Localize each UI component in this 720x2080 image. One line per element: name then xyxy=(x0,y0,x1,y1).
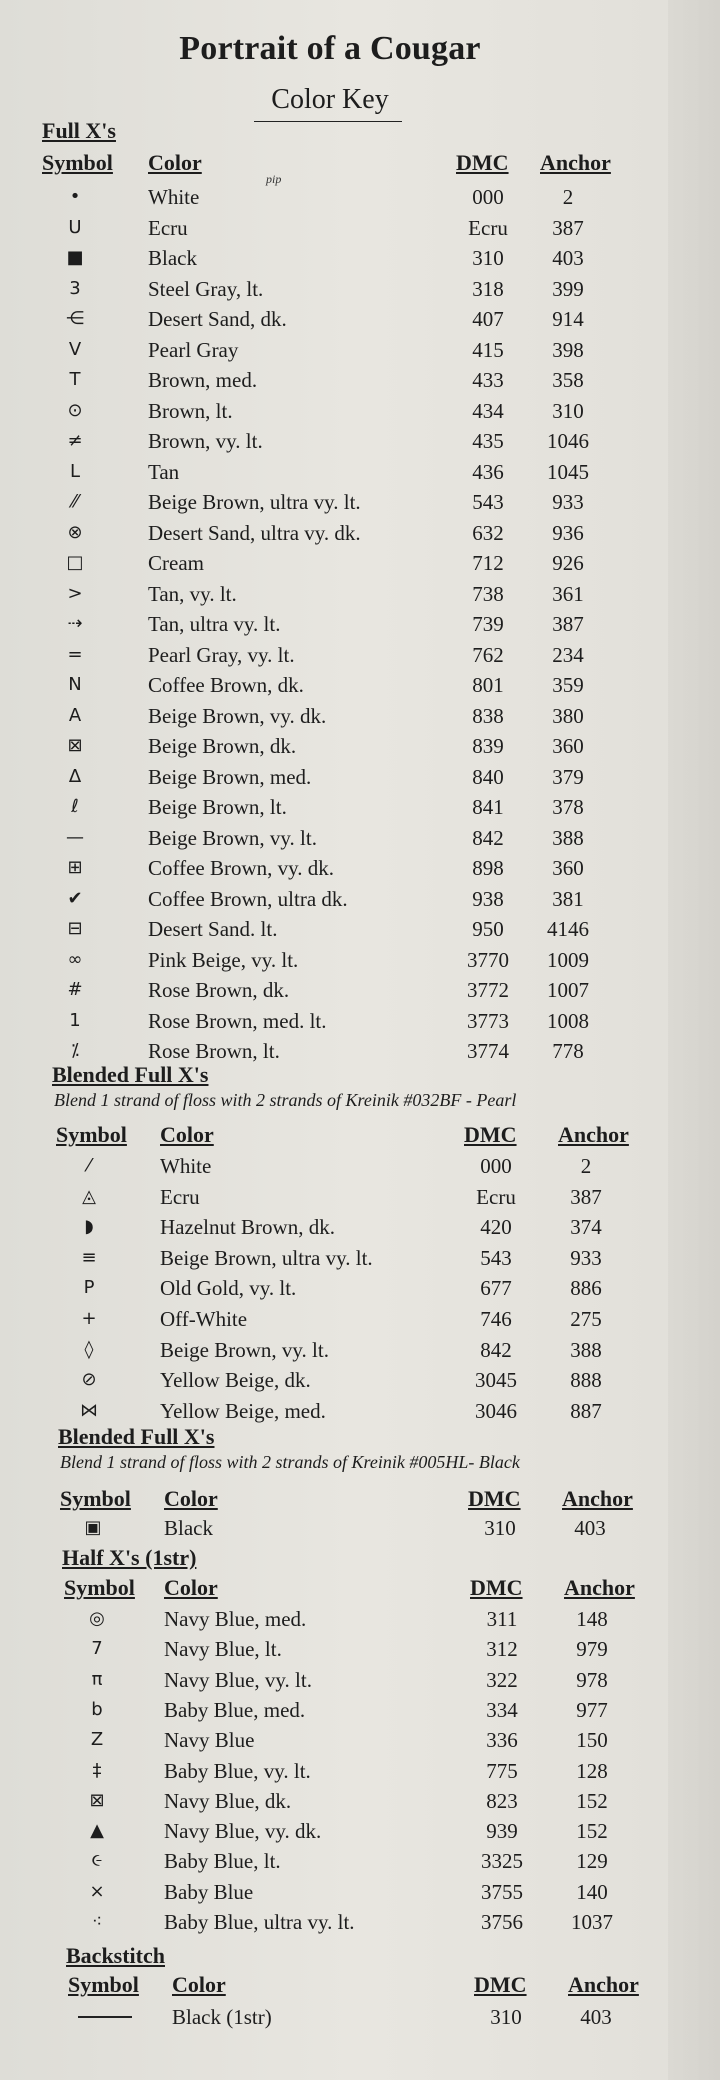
dmc-number: 775 xyxy=(486,1759,518,1783)
key-row xyxy=(0,487,700,517)
anchor-number: 129 xyxy=(576,1849,608,1873)
anchor-number: 933 xyxy=(570,1246,602,1270)
key-row xyxy=(0,670,700,700)
color-name: Hazelnut Brown, dk. xyxy=(160,1215,335,1239)
stitch-symbol-icon: # xyxy=(67,979,83,1000)
anchor-number: 933 xyxy=(552,490,584,514)
dmc-number: 420 xyxy=(480,1215,512,1239)
stitch-symbol-icon: ⊞ xyxy=(67,857,83,878)
color-name: Baby Blue, vy. lt. xyxy=(164,1759,311,1783)
stitch-symbol-icon: = xyxy=(67,644,83,665)
dmc-number: 310 xyxy=(472,246,504,270)
key-row xyxy=(0,1725,700,1755)
anchor-number: 778 xyxy=(552,1039,584,1063)
anchor-number: 4146 xyxy=(547,917,589,941)
color-column-header: Color xyxy=(148,150,202,175)
dmc-number: 839 xyxy=(472,734,504,758)
stitch-symbol-icon: 3 xyxy=(69,278,81,299)
color-name: Brown, lt. xyxy=(148,399,233,423)
stitch-symbol-icon: π xyxy=(91,1669,103,1690)
color-name: Navy Blue, lt. xyxy=(164,1637,282,1661)
dmc-column-header: DMC xyxy=(470,1575,523,1600)
color-name: Baby Blue xyxy=(164,1880,254,1904)
color-name: White xyxy=(160,1154,212,1178)
stitch-symbol-icon: P xyxy=(83,1277,95,1298)
anchor-number: 387 xyxy=(552,612,584,636)
anchor-number: 1046 xyxy=(547,429,589,453)
key-row xyxy=(0,335,700,365)
dmc-number: 3755 xyxy=(481,1880,523,1904)
key-row xyxy=(0,1513,700,1543)
dmc-number: 433 xyxy=(472,368,504,392)
stitch-symbol-icon: ■ xyxy=(66,247,84,268)
color-name: Beige Brown, med. xyxy=(148,765,312,789)
anchor-number: 926 xyxy=(552,551,584,575)
color-column-header: Color xyxy=(160,1122,214,1147)
key-row xyxy=(0,1006,700,1036)
dmc-column-header: DMC xyxy=(468,1486,521,1511)
key-row xyxy=(0,1273,700,1303)
color-name: Baby Blue, ultra vy. lt. xyxy=(164,1910,355,1934)
stitch-symbol-icon: ▲ xyxy=(90,1820,104,1841)
anchor-column-header: Anchor xyxy=(558,1122,629,1147)
anchor-number: 381 xyxy=(552,887,584,911)
anchor-column-header: Anchor xyxy=(564,1575,635,1600)
dmc-number: 415 xyxy=(472,338,504,362)
anchor-number: 388 xyxy=(552,826,584,850)
stitch-symbol-icon: ⇢ xyxy=(67,613,83,634)
color-name: Baby Blue, med. xyxy=(164,1698,306,1722)
stitch-symbol-icon: T xyxy=(69,369,81,390)
anchor-number: 152 xyxy=(576,1789,608,1813)
stitch-symbol-icon: Z xyxy=(90,1729,104,1750)
stitch-symbol-icon: ⊠ xyxy=(89,1790,105,1811)
dmc-number: 311 xyxy=(486,1607,518,1631)
key-row xyxy=(0,914,700,944)
dmc-number: 3774 xyxy=(467,1039,509,1063)
color-name: Navy Blue, dk. xyxy=(164,1789,292,1813)
stitch-symbol-icon: U xyxy=(68,217,82,238)
key-row xyxy=(0,1756,700,1786)
color-name: Brown, vy. lt. xyxy=(148,429,263,453)
section-note: Blend 1 strand of floss with 2 strands of Kreinik #005HL- Black xyxy=(60,1452,520,1472)
anchor-number: 150 xyxy=(576,1728,608,1752)
key-row xyxy=(0,731,700,761)
key-row xyxy=(0,884,700,914)
anchor-number: 387 xyxy=(570,1185,602,1209)
dmc-number: 312 xyxy=(486,1637,518,1661)
page-subtitle: Color Key xyxy=(271,84,389,115)
section-heading: Blended Full X's xyxy=(58,1424,215,1449)
dmc-number: 746 xyxy=(480,1307,512,1331)
key-row xyxy=(0,243,700,273)
stitch-symbol-icon: ⋲ xyxy=(66,308,84,329)
dmc-number: 950 xyxy=(472,917,504,941)
key-row xyxy=(0,1907,700,1937)
color-name: Ecru xyxy=(148,216,188,240)
color-name: Beige Brown, ultra vy. lt. xyxy=(148,490,361,514)
dmc-number: 310 xyxy=(484,1516,516,1540)
color-name: Navy Blue, med. xyxy=(164,1607,307,1631)
stitch-symbol-icon: ◬ xyxy=(82,1186,96,1207)
key-row xyxy=(0,1604,700,1634)
stitch-symbol-icon: × xyxy=(89,1881,105,1902)
dmc-number: 3770 xyxy=(467,948,509,972)
key-row xyxy=(0,1877,700,1907)
stitch-symbol-icon: • xyxy=(69,186,81,207)
color-name: Beige Brown, dk. xyxy=(148,734,297,758)
anchor-number: 914 xyxy=(552,307,584,331)
dmc-number: 543 xyxy=(480,1246,512,1270)
dmc-number: 334 xyxy=(486,1698,518,1722)
dmc-number: Ecru xyxy=(476,1185,516,1209)
color-name: Navy Blue, vy. dk. xyxy=(164,1819,322,1843)
backstitch-line-icon xyxy=(78,2016,132,2018)
anchor-number: 1008 xyxy=(547,1009,589,1033)
stitch-symbol-icon: ≠ xyxy=(67,430,83,451)
stitch-symbol-icon: ⁄ xyxy=(87,1155,91,1176)
dmc-number: 838 xyxy=(472,704,504,728)
color-name: Beige Brown, vy. lt. xyxy=(160,1338,329,1362)
key-row xyxy=(0,945,700,975)
anchor-column-header: Anchor xyxy=(568,1972,639,1997)
key-row xyxy=(0,1182,700,1212)
stitch-symbol-icon: + xyxy=(81,1308,97,1329)
anchor-number: 2 xyxy=(580,1154,592,1178)
anchor-number: 359 xyxy=(552,673,584,697)
dmc-number: 739 xyxy=(472,612,504,636)
stitch-symbol-icon: ◎ xyxy=(89,1608,105,1629)
key-row xyxy=(0,762,700,792)
dmc-number: 322 xyxy=(486,1668,518,1692)
dmc-number: 543 xyxy=(472,490,504,514)
dmc-number: 939 xyxy=(486,1819,518,1843)
anchor-number: 1037 xyxy=(571,1910,613,1934)
dmc-number: 842 xyxy=(472,826,504,850)
key-row xyxy=(0,518,700,548)
anchor-number: 275 xyxy=(570,1307,602,1331)
anchor-number: 360 xyxy=(552,856,584,880)
anchor-number: 977 xyxy=(576,1698,608,1722)
color-name: Pearl Gray, vy. lt. xyxy=(148,643,295,667)
anchor-number: 140 xyxy=(576,1880,608,1904)
symbol-column-header: Symbol xyxy=(42,150,113,175)
key-row xyxy=(0,1816,700,1846)
dmc-number: 738 xyxy=(472,582,504,606)
key-row xyxy=(0,1212,700,1242)
color-column-header: Color xyxy=(172,1972,226,1997)
section-heading: Half X's (1str) xyxy=(62,1545,197,1570)
dmc-column-header: DMC xyxy=(456,150,509,175)
dmc-number: 840 xyxy=(472,765,504,789)
key-row xyxy=(0,701,700,731)
dmc-number: 3325 xyxy=(481,1849,523,1873)
anchor-number: 380 xyxy=(552,704,584,728)
stitch-symbol-icon: ◗ xyxy=(84,1216,94,1237)
key-row xyxy=(0,1335,700,1365)
subtitle-underline xyxy=(254,121,402,122)
key-row xyxy=(0,853,700,883)
anchor-number: 234 xyxy=(552,643,584,667)
color-name: Navy Blue xyxy=(164,1728,255,1752)
stitch-symbol-icon: A xyxy=(68,705,82,726)
color-name: Beige Brown, ultra vy. lt. xyxy=(160,1246,373,1270)
dmc-number: 310 xyxy=(490,2005,522,2029)
color-name: Yellow Beige, dk. xyxy=(160,1368,311,1392)
key-row xyxy=(0,792,700,822)
color-name: Navy Blue, vy. lt. xyxy=(164,1668,312,1692)
key-row xyxy=(0,1695,700,1725)
color-name: Desert Sand, dk. xyxy=(148,307,287,331)
dmc-number: 3045 xyxy=(475,1368,517,1392)
key-row xyxy=(0,609,700,639)
key-row xyxy=(0,396,700,426)
color-name: Black xyxy=(148,246,197,270)
dmc-number: 3772 xyxy=(467,978,509,1002)
stitch-symbol-icon: ≡ xyxy=(81,1247,97,1268)
stitch-symbol-icon: ⊘ xyxy=(81,1369,97,1390)
key-row xyxy=(0,213,700,243)
anchor-number: 387 xyxy=(552,216,584,240)
key-row xyxy=(0,640,700,670)
color-name: Ecru xyxy=(160,1185,200,1209)
key-row xyxy=(0,1304,700,1334)
color-column-header: Color xyxy=(164,1486,218,1511)
symbol-column-header: Symbol xyxy=(68,1972,139,1997)
dmc-number: 000 xyxy=(472,185,504,209)
color-name: Pink Beige, vy. lt. xyxy=(148,948,299,972)
key-row xyxy=(0,1365,700,1395)
color-name: Tan xyxy=(148,460,180,484)
color-name: Desert Sand, ultra vy. dk. xyxy=(148,521,361,545)
color-name: Baby Blue, lt. xyxy=(164,1849,281,1873)
color-name: Old Gold, vy. lt. xyxy=(160,1276,297,1300)
key-row xyxy=(0,457,700,487)
stitch-symbol-icon: ⁒ xyxy=(70,1040,80,1061)
anchor-number: 148 xyxy=(576,1607,608,1631)
dmc-number: 407 xyxy=(472,307,504,331)
dmc-number: 435 xyxy=(472,429,504,453)
stitch-symbol-icon: ⁖ xyxy=(91,1911,103,1932)
dmc-number: 898 xyxy=(472,856,504,880)
dmc-number: 3046 xyxy=(475,1399,517,1423)
stitch-symbol-icon: — xyxy=(66,827,84,848)
anchor-number: 886 xyxy=(570,1276,602,1300)
section-heading: Blended Full X's xyxy=(52,1062,209,1087)
color-name: Black xyxy=(164,1516,213,1540)
stitch-symbol-icon: ∆ xyxy=(68,766,82,787)
symbol-column-header: Symbol xyxy=(64,1575,135,1600)
color-name: Beige Brown, vy. lt. xyxy=(148,826,317,850)
anchor-number: 388 xyxy=(570,1338,602,1362)
anchor-number: 403 xyxy=(552,246,584,270)
color-name: Off-White xyxy=(160,1307,248,1331)
anchor-number: 310 xyxy=(552,399,584,423)
dmc-number: 823 xyxy=(486,1789,518,1813)
key-row xyxy=(0,426,700,456)
anchor-number: 374 xyxy=(570,1215,602,1239)
color-name: Pearl Gray xyxy=(148,338,239,362)
color-name: Brown, med. xyxy=(148,368,258,392)
anchor-number: 358 xyxy=(552,368,584,392)
anchor-number: 379 xyxy=(552,765,584,789)
color-name: Coffee Brown, dk. xyxy=(148,673,304,697)
key-row xyxy=(0,2002,700,2032)
dmc-number: 842 xyxy=(480,1338,512,1362)
stitch-symbol-icon: ∞ xyxy=(67,949,83,970)
dmc-number: Ecru xyxy=(468,216,508,240)
color-name: Rose Brown, dk. xyxy=(148,978,290,1002)
dmc-number: 3756 xyxy=(481,1910,523,1934)
key-row xyxy=(0,579,700,609)
stitch-symbol-icon: ✔ xyxy=(67,888,83,909)
stitch-symbol-icon: ⊠ xyxy=(67,735,83,756)
color-name: Coffee Brown, ultra dk. xyxy=(148,887,348,911)
anchor-number: 1009 xyxy=(547,948,589,972)
color-name: Rose Brown, med. lt. xyxy=(148,1009,327,1033)
anchor-number: 398 xyxy=(552,338,584,362)
symbol-column-header: Symbol xyxy=(60,1486,131,1511)
page-title: Portrait of a Cougar xyxy=(179,30,481,67)
dmc-column-header: DMC xyxy=(474,1972,527,1997)
color-name: Beige Brown, vy. dk. xyxy=(148,704,327,728)
anchor-number: 399 xyxy=(552,277,584,301)
anchor-column-header: Anchor xyxy=(562,1486,633,1511)
anchor-number: 403 xyxy=(580,2005,612,2029)
key-row xyxy=(0,548,700,578)
color-name: Desert Sand. lt. xyxy=(148,917,278,941)
anchor-number: 887 xyxy=(570,1399,602,1423)
dmc-number: 318 xyxy=(472,277,504,301)
anchor-number: 1045 xyxy=(547,460,589,484)
stitch-symbol-icon: > xyxy=(67,583,83,604)
stitch-symbol-icon: □ xyxy=(66,552,84,573)
dmc-number: 677 xyxy=(480,1276,512,1300)
anchor-number: 978 xyxy=(576,1668,608,1692)
stitch-symbol-icon: ⊙ xyxy=(67,400,83,421)
anchor-column-header: Anchor xyxy=(540,150,611,175)
key-row xyxy=(0,1151,700,1181)
stitch-symbol-icon: ◊ xyxy=(84,1339,94,1360)
stitch-symbol-icon: ⋈ xyxy=(80,1400,98,1421)
anchor-number: 1007 xyxy=(547,978,589,1002)
key-row xyxy=(0,274,700,304)
color-name: Beige Brown, lt. xyxy=(148,795,287,819)
key-row xyxy=(0,1846,700,1876)
stitch-symbol-icon: L xyxy=(69,461,81,482)
key-row xyxy=(0,1634,700,1664)
section-heading: Backstitch xyxy=(66,1943,165,1968)
anchor-number: 128 xyxy=(576,1759,608,1783)
color-name: Tan, ultra vy. lt. xyxy=(148,612,281,636)
key-row xyxy=(0,365,700,395)
key-row xyxy=(0,1786,700,1816)
dmc-number: 434 xyxy=(472,399,504,423)
stitch-symbol-icon: ⊗ xyxy=(67,522,83,543)
color-name: Coffee Brown, vy. dk. xyxy=(148,856,335,880)
key-row xyxy=(0,182,700,212)
stitch-symbol-icon xyxy=(70,2002,140,2032)
key-row xyxy=(0,823,700,853)
anchor-number: 360 xyxy=(552,734,584,758)
color-name: Yellow Beige, med. xyxy=(160,1399,326,1423)
key-row xyxy=(0,975,700,1005)
stitch-symbol-icon: ▣ xyxy=(84,1517,102,1538)
color-name: White xyxy=(148,185,200,209)
color-name: Cream xyxy=(148,551,204,575)
key-row xyxy=(0,1396,700,1426)
stitch-symbol-icon: ⁄⁄ xyxy=(71,491,78,512)
dmc-number: 712 xyxy=(472,551,504,575)
key-row xyxy=(0,1665,700,1695)
dmc-number: 336 xyxy=(486,1728,518,1752)
handwritten-annotation: pip xyxy=(266,172,282,186)
dmc-number: 841 xyxy=(472,795,504,819)
section-heading: Full X's xyxy=(42,118,116,143)
dmc-number: 762 xyxy=(472,643,504,667)
stitch-symbol-icon: N xyxy=(68,674,82,695)
dmc-number: 632 xyxy=(472,521,504,545)
anchor-number: 152 xyxy=(576,1819,608,1843)
dmc-number: 938 xyxy=(472,887,504,911)
key-row xyxy=(0,1243,700,1273)
dmc-number: 3773 xyxy=(467,1009,509,1033)
anchor-number: 403 xyxy=(574,1516,606,1540)
symbol-column-header: Symbol xyxy=(56,1122,127,1147)
key-row xyxy=(0,304,700,334)
color-name: Rose Brown, lt. xyxy=(148,1039,280,1063)
anchor-number: 936 xyxy=(552,521,584,545)
color-name: Tan, vy. lt. xyxy=(148,582,237,606)
stitch-symbol-icon: 1 xyxy=(69,1010,81,1031)
anchor-number: 2 xyxy=(562,185,574,209)
dmc-number: 000 xyxy=(480,1154,512,1178)
stitch-symbol-icon: ૯ xyxy=(91,1850,103,1871)
dmc-number: 436 xyxy=(472,460,504,484)
stitch-symbol-icon: b xyxy=(91,1699,103,1720)
stitch-symbol-icon: V xyxy=(68,339,82,360)
anchor-number: 888 xyxy=(570,1368,602,1392)
color-column-header: Color xyxy=(164,1575,218,1600)
color-name: Black (1str) xyxy=(172,2005,272,2029)
section-note: Blend 1 strand of floss with 2 strands of Kreinik #032BF - Pearl xyxy=(54,1090,517,1110)
stitch-symbol-icon: 7 xyxy=(91,1638,103,1659)
anchor-number: 378 xyxy=(552,795,584,819)
anchor-number: 979 xyxy=(576,1637,608,1661)
stitch-symbol-icon: ‡ xyxy=(92,1760,102,1781)
stitch-symbol-icon: ℓ xyxy=(71,796,79,817)
color-name: Steel Gray, lt. xyxy=(148,277,264,301)
anchor-number: 361 xyxy=(552,582,584,606)
dmc-column-header: DMC xyxy=(464,1122,517,1147)
dmc-number: 801 xyxy=(472,673,504,697)
stitch-symbol-icon: ⊟ xyxy=(67,918,83,939)
